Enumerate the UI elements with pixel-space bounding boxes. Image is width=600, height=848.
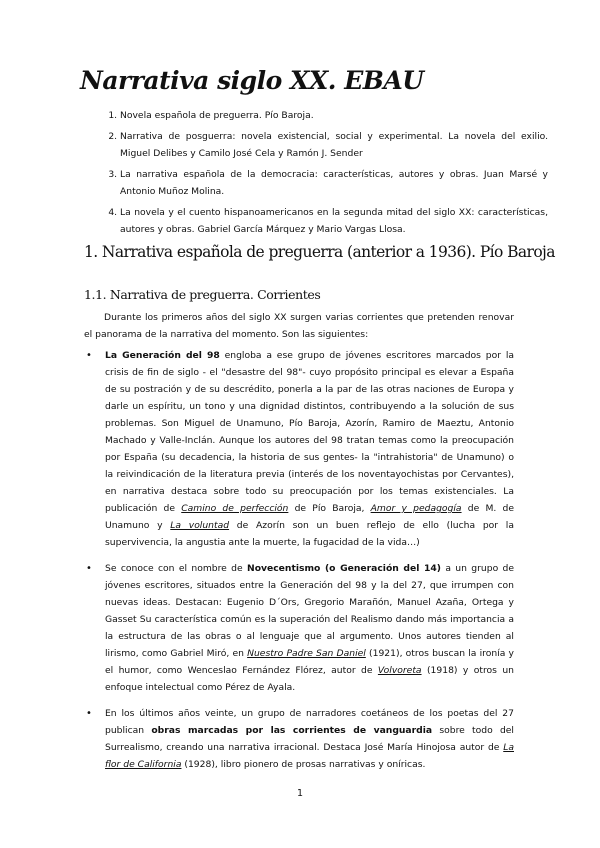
bullet-icon: • (86, 350, 92, 361)
page-number: 1 (296, 788, 304, 799)
bullet-list (84, 347, 514, 782)
toc-item: 2. Narrativa de posguerra: novela existencial, social y experimental. La novela del exilio. Miguel Delibes y Camilo José Cela y Ramón J. Sender (120, 128, 548, 162)
work-title-link[interactable]: Amor y pedagogía (370, 503, 462, 514)
bold-term: Novecentismo (o Generación del 14) (247, 563, 441, 574)
body-text: a un grupo de jóvenes escritores, situados entre la Generación del 98 y la del 27, que irrumpen con nuevas ideas. Destacan: Eugenio D´Ors, Gregorio Marañón, Manuel Azaña, Ortega y Gasset Su característica común es la superación del Realismo dando más importancia a la estructura de las obras o al lenguaje que al argumento. Unos autores tienden al lirismo, como Gabriel Miró, en (105, 563, 515, 659)
bullet-icon: • (86, 563, 92, 574)
section-heading: 1. Narrativa española de preguerra (anterior a 1936). Pío Baroja (84, 243, 555, 261)
list-item (84, 347, 514, 551)
document-title: Narrativa siglo XX. EBAU (80, 66, 424, 95)
work-title-link[interactable]: Nuestro Padre San Daniel (247, 648, 366, 659)
body-text: (1918) y otros un enfoque intelectual como Pérez de Ayala. (105, 665, 514, 693)
body-text: En los últimos años veinte, un grupo de narradores coetáneos de los poetas del 27 publican (105, 708, 514, 736)
bold-term: La Generación del 98 (105, 350, 220, 361)
bullet-icon: • (86, 708, 92, 719)
body-text: de Pío Baroja, (288, 503, 371, 514)
work-title-link[interactable]: Camino de perfección (181, 503, 289, 514)
work-title-link[interactable]: Volvoreta (377, 665, 422, 676)
intro-paragraph: Durante los primeros años del siglo XX surgen varias corrientes que pretenden renovar el panorama de la narrativa del momento. Son las siguientes: (84, 312, 514, 340)
bold-term: obras marcadas por las corrientes de vanguardia (151, 725, 433, 736)
toc-item: 1. Novela española de preguerra. Pío Baroja. (120, 107, 548, 124)
list-item (84, 705, 514, 773)
body-text: Se conoce con el nombre de (105, 563, 247, 574)
body-text: (1928), libro pionero de prosas narrativas y oníricas. (181, 759, 426, 770)
work-title-link[interactable]: La voluntad (170, 520, 230, 531)
subsection-heading: 1.1. Narrativa de preguerra. Corrientes (84, 287, 321, 302)
toc-item: 3. La narrativa española de la democracia: características, autores y obras. Juan Marsé y Antonio Muñoz Molina. (120, 166, 548, 200)
work-title-link[interactable]: La flor de California (105, 742, 514, 770)
body-text: de M. de Unamuno y (105, 503, 514, 531)
body-text: engloba a ese grupo de jóvenes escritores marcados por la crisis de fin de siglo - el "desastre del 98"- cuyo propósito principal es elevar a España de su postración y de su descrédito, ponerla a la par de las otras naciones de Europa y darle un espíritu, un tono y una dignidad distintos, contribuyendo a la solución de sus problemas. Son Miguel de Unamuno, Pío Baroja, Azorín, Ramiro de Maeztu, Antonio Machado y Valle-Inclán. Aunque los autores del 98 tratan temas como la preocupación por España (su decadencia, la historia de sus gentes- la "intrahistoria" de Unamuno) o la reivindicación de la literatura previa (interés de los noventayochistas por Cervantes), en narrativa destaca sobre todo su preocupación por los temas existenciales. La publicación de (105, 350, 515, 514)
toc-item: 4. La novela y el cuento hispanoamericanos en la segunda mitad del siglo XX: características, autores y obras. Gabriel García Márquez y Mario Vargas Llosa. (120, 204, 548, 238)
body-text: (1921), otros buscan la ironía y el humor, como Wenceslao Fernández Flórez, autor de (105, 648, 514, 676)
body-text: de Azorín son un buen reflejo de ello (lucha por la supervivencia, la angustia ante la muerte, la fugacidad de la vida…) (105, 520, 514, 548)
list-item (84, 560, 514, 696)
table-of-contents (88, 107, 548, 242)
body-text: sobre todo del Surrealismo, creando una narrativa irracional. Destaca José María Hinojosa autor de (105, 725, 514, 753)
